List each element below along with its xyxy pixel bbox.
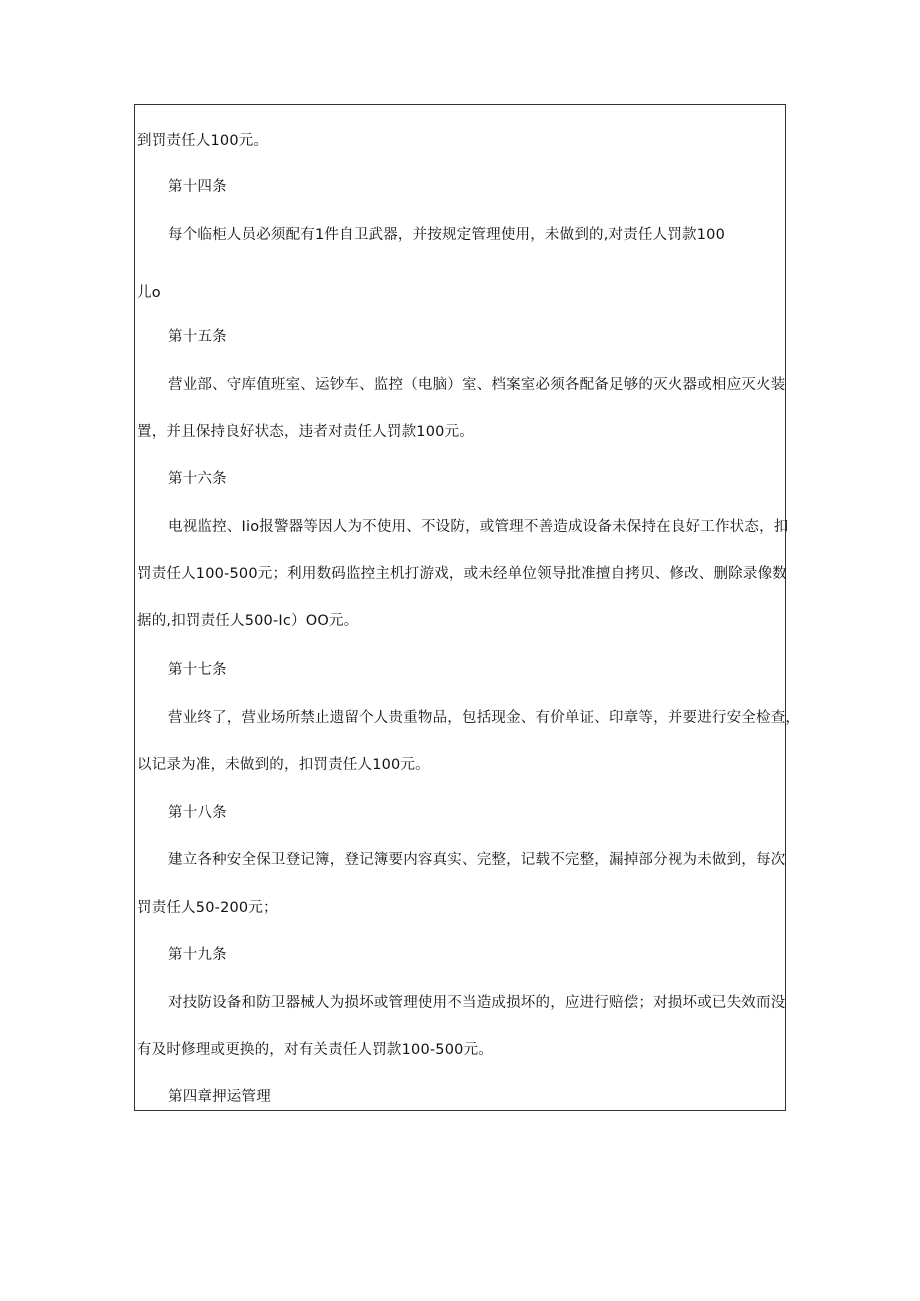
chapter-heading: 第四章押运管理 [168,1089,271,1105]
text-line: 建立各种安全保卫登记簿，登记簿要内容真实、完整，记载不完整，漏掉部分视为未做到，每次 [168,852,786,868]
text-line: 置，并且保持良好状态，违者对责任人罚款100元。 [137,424,474,440]
text-line: 以记录为准，未做到的，扣罚责任人100元。 [137,757,430,773]
article-heading: 第十七条 [168,662,227,678]
article-heading: 第十九条 [168,947,227,963]
article-heading: 第十六条 [168,471,227,487]
text-line: 有及时修理或更换的，对有关责任人罚款100-500元。 [137,1042,493,1058]
text-line: 据的,扣罚责任人500-Ic）OO元。 [137,613,359,629]
article-heading: 第十八条 [168,805,227,821]
text-line: 对技防设备和防卫器械人为损坏或管理使用不当造成损坏的，应进行赔偿；对损坏或已失效而没 [168,995,786,1011]
text-line: 罚责任人50-200元； [137,900,278,916]
article-heading: 第十五条 [168,329,227,345]
article-heading: 第十四条 [168,179,227,195]
document-page [134,104,801,1111]
text-line: 营业部、守库值班室、运钞车、监控（电脑）室、档案室必须各配备足够的灭火器或相应灭火装 [168,377,786,393]
text-line: 罚责任人100-500元；利用数码监控主机打游戏，或未经单位领导批准擅自拷贝、修改、删除录像数 [137,566,787,582]
text-line: 电视监控、Iio报警器等因人为不使用、不设防，或管理不善造成设备未保持在良好工作状态，扣 [168,519,789,535]
text-line: 儿o [137,285,161,301]
text-line: 营业终了，营业场所禁止遗留个人贵重物品，包括现金、有价单证、印章等，并要进行安全检查， [168,710,801,726]
text-line: 到罚责任人100元。 [137,133,269,149]
text-line: 每个临柜人员必须配有1件自卫武器，并按规定管理使用，未做到的,对责任人罚款100 [168,227,726,243]
